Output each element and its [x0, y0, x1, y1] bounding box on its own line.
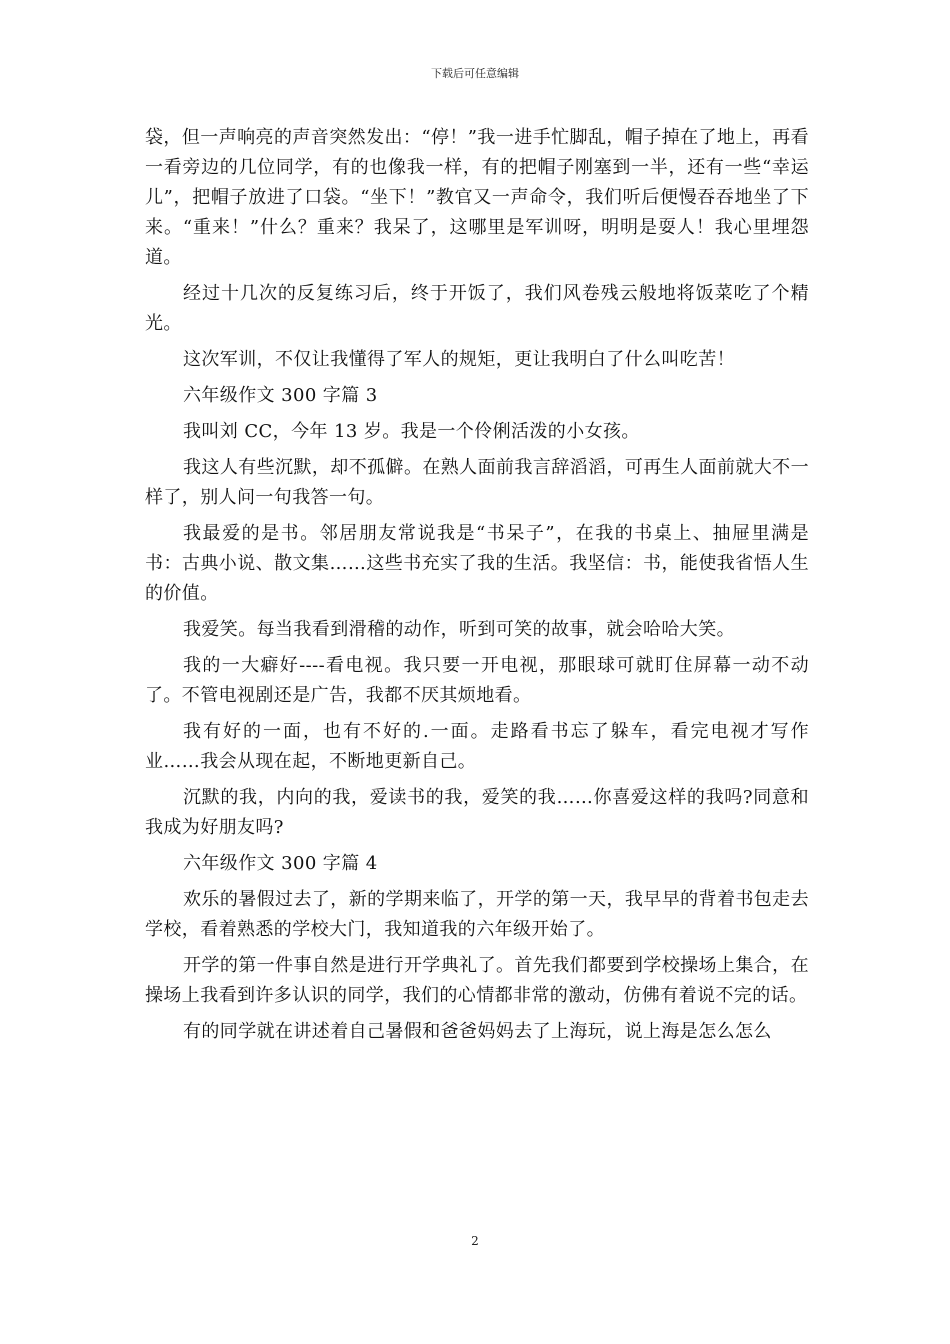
paragraph-5: 我叫刘 CC，今年 13 岁。我是一个伶俐活泼的小女孩。: [183, 421, 640, 442]
paragraph-14: 开学的第一件事自然是进行开学典礼了。首先我们都要到学校操场上集合，在操场上我看到许多认识的同学，我们的心情都非常的激动，仿佛有着说不完的话。: [145, 955, 809, 1006]
paragraph-1: 袋，但一声响亮的声音突然发出：“停！”我一进手忙脚乱，帽子掉在了地上，再看一看旁边的几位同学，有的也像我一样，有的把帽子刚塞到一半，还有一些“幸运儿”，把帽子放进了口袋。“坐下！”教官又一声命令，我们听后便慢吞吞地坐了下来。“重来！”什么？重来？我呆了，这哪里是军训呀，明明是耍人！我心里埋怨道。: [145, 127, 809, 268]
paragraph-13: 欢乐的暑假过去了，新的学期来临了，开学的第一天，我早早的背着书包走去学校，看着熟悉的学校大门，我知道我的六年级开始了。: [145, 889, 809, 940]
section-heading-3: 六年级作文 300 字篇 3: [183, 385, 378, 406]
paragraph-11: 沉默的我，内向的我，爱读书的我，爱笑的我……你喜爱这样的我吗?同意和我成为好朋友吗?: [145, 787, 809, 838]
document-body: [145, 123, 809, 1053]
paragraph-3: 这次军训，不仅让我懂得了军人的规矩，更让我明白了什么叫吃苦！: [183, 349, 735, 370]
paragraph-15: 有的同学就在讲述着自己暑假和爸爸妈妈去了上海玩，说上海是怎么怎么: [183, 1021, 772, 1042]
paragraph-6: 我这人有些沉默，却不孤僻。在熟人面前我言辞滔滔，可再生人面前就大不一样了，别人问一句我答一句。: [145, 457, 809, 508]
paragraph-9: 我的一大癖好----看电视。我只要一开电视，那眼球可就盯住屏幕一动不动了。不管电视剧还是广告，我都不厌其烦地看。: [145, 655, 809, 706]
page-number: 2: [471, 1234, 479, 1248]
paragraph-7: 我最爱的是书。邻居朋友常说我是“书呆子”，在我的书桌上、抽屉里满是书：古典小说、散文集……这些书充实了我的生活。我坚信：书，能使我省悟人生的价值。: [145, 523, 809, 604]
page-header: 下载后可任意编辑: [431, 67, 519, 80]
section-heading-4: 六年级作文 300 字篇 4: [183, 853, 378, 874]
paragraph-2: 经过十几次的反复练习后，终于开饭了，我们风卷残云般地将饭菜吃了个精光。: [145, 283, 809, 334]
paragraph-10: 我有好的一面，也有不好的.一面。走路看书忘了躲车，看完电视才写作业……我会从现在起，不断地更新自己。: [145, 721, 809, 772]
paragraph-8: 我爱笑。每当我看到滑稽的动作，听到可笑的故事，就会哈哈大笑。: [183, 619, 735, 640]
